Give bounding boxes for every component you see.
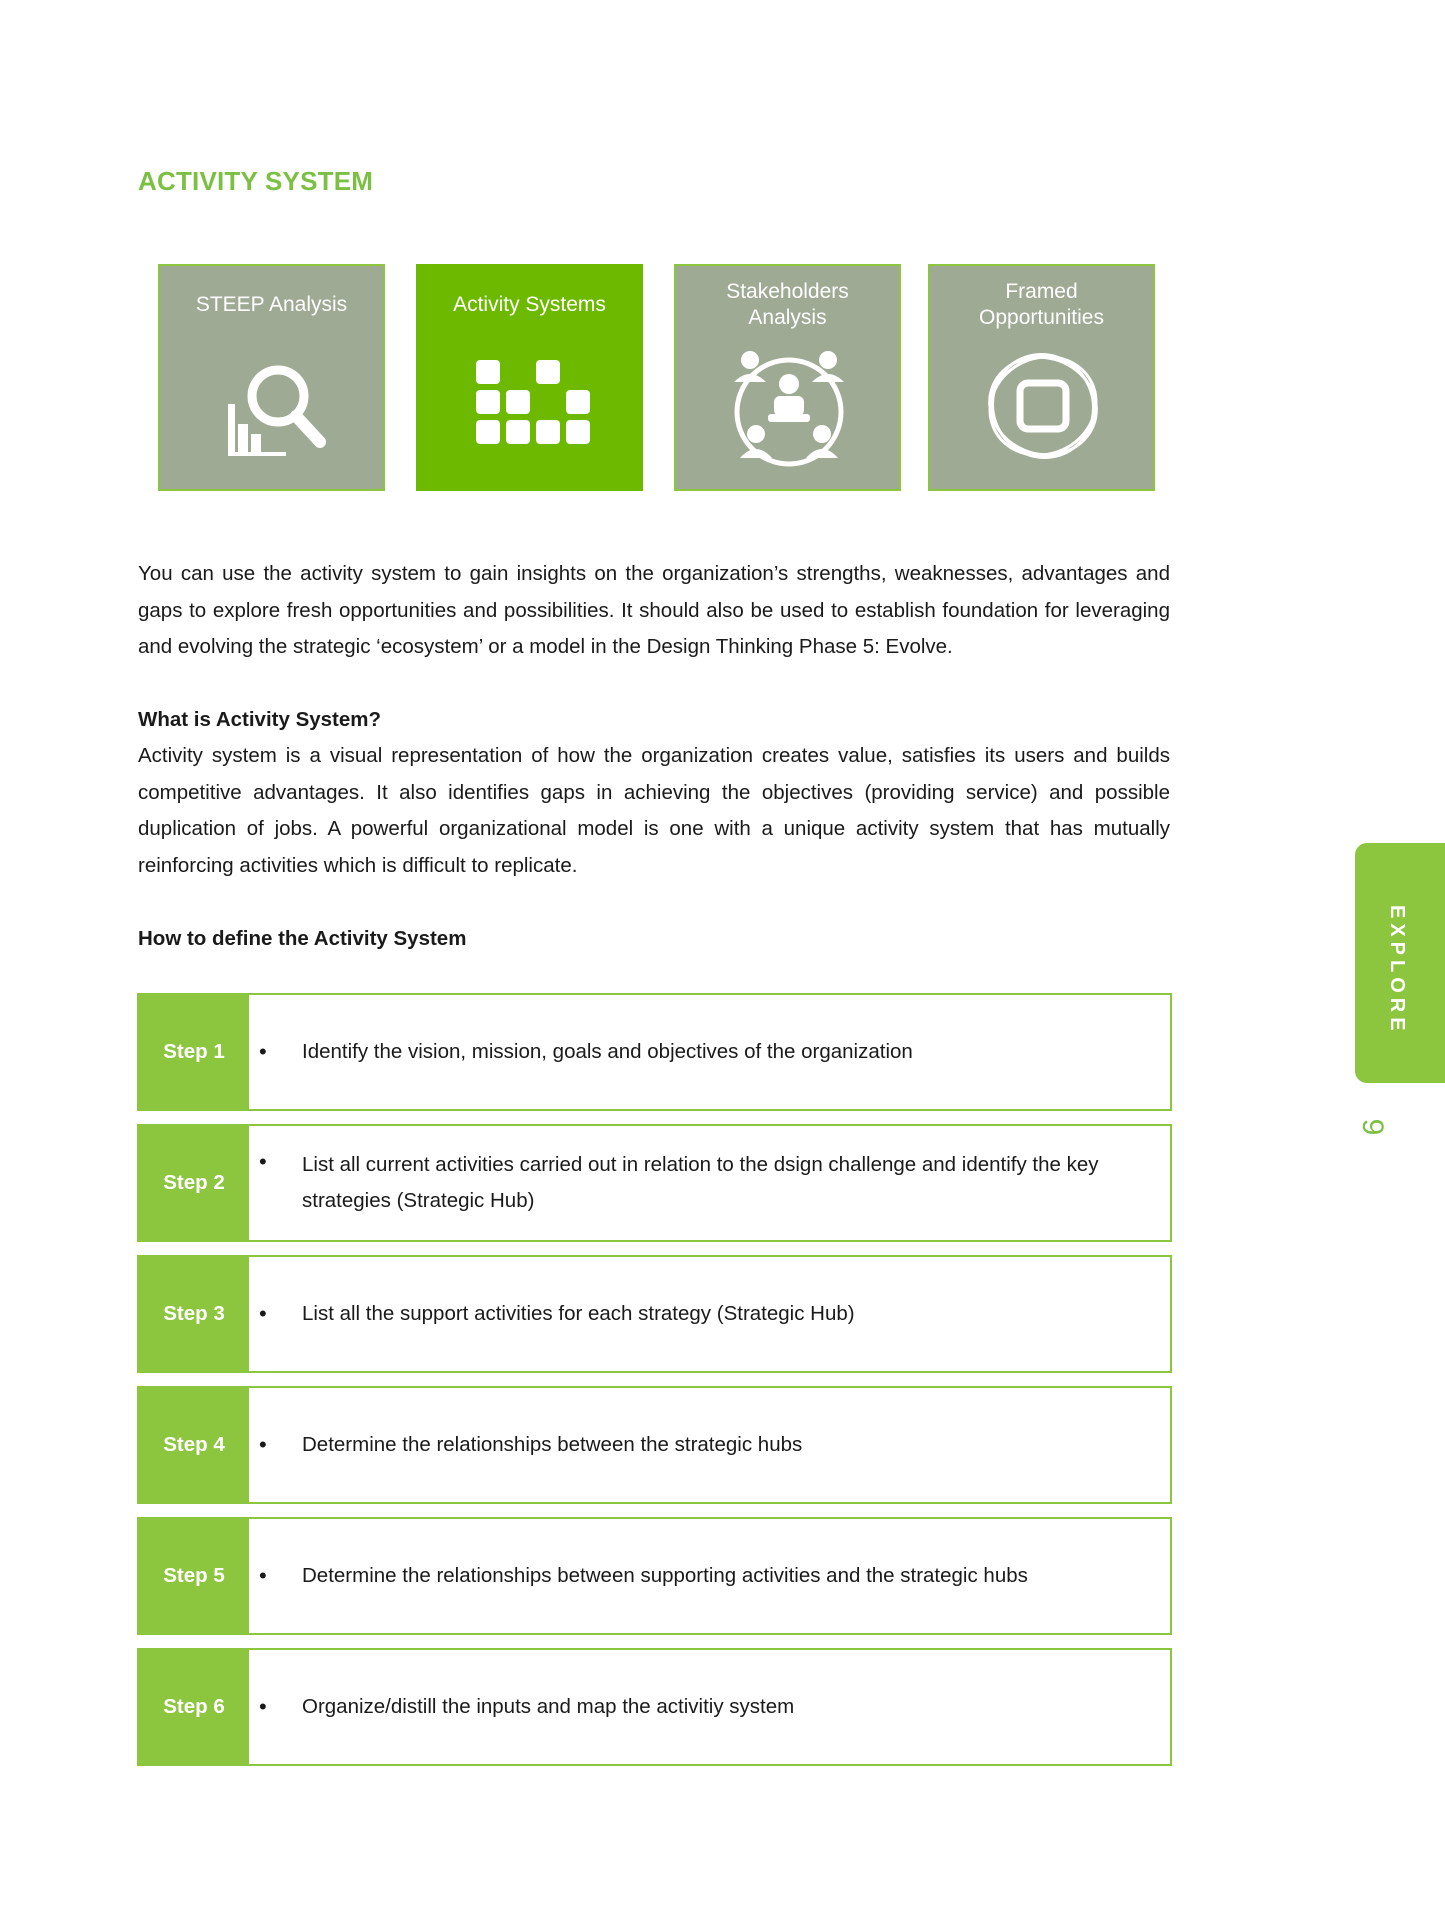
step-label: Step 1 — [139, 995, 249, 1109]
tile-steep-analysis[interactable] — [158, 264, 385, 491]
intro-paragraph: You can use the activity system to gain insights on the organization’s strengths, weaknesses, advantages and gaps to explore fresh opportunities and possibilities. It should also be used to establish foundation for leveraging and evolving the strategic ‘ecosystem’ or a model in the Design Thinking Phase 5: Evolve. — [138, 562, 1170, 658]
step-text: Organize/distill the inputs and map the activitiy system — [302, 1695, 795, 1718]
magnifier-chart-icon — [208, 344, 338, 474]
tile-activity-systems[interactable] — [416, 264, 643, 491]
step-row — [137, 993, 1172, 1111]
tile-stakeholders-analysis[interactable] — [674, 264, 901, 491]
bullet: • — [259, 1694, 267, 1719]
bullet: • — [259, 1149, 267, 1174]
step-text: Determine the relationships between the strategic hubs — [302, 1433, 803, 1456]
step-text: Determine the relationships between supporting activities and the strategic hubs — [302, 1564, 1028, 1587]
framed-square-icon — [978, 344, 1108, 474]
tile-label: STEEP Analysis — [195, 293, 348, 316]
what-heading: What is Activity System? — [138, 708, 382, 731]
section-side-tab-label: EXPLORE — [1386, 905, 1408, 1036]
bullet: • — [259, 1301, 267, 1326]
tile-label: Activity Systems — [453, 293, 606, 316]
page-title: ACTIVITY SYSTEM — [138, 166, 374, 196]
bullet: • — [259, 1563, 267, 1588]
step-label: Step 4 — [139, 1388, 249, 1502]
tile-label: Stakeholders Analysis — [726, 280, 849, 329]
what-body-paragraph: Activity system is a visual representation of how the organization creates value, satisfies its users and builds competitive advantages. It also identifies gaps in achieving the objectives (providing service) and possible duplication of jobs. A powerful organizational model is one with a unique activity system that has mutually reinforcing activities which is difficult to replicate. — [138, 744, 1170, 877]
page-number: 9 — [1356, 1118, 1389, 1136]
step-row — [137, 1648, 1172, 1766]
step-row — [137, 1255, 1172, 1373]
step-label: Step 2 — [139, 1126, 249, 1240]
blocks-grid-icon — [466, 344, 596, 474]
how-heading: How to define the Activity System — [138, 927, 467, 950]
tile-label: Framed Opportunities — [979, 280, 1104, 329]
step-label: Step 5 — [139, 1519, 249, 1633]
step-row — [137, 1517, 1172, 1635]
people-circle-icon — [724, 344, 854, 474]
step-row — [137, 1124, 1172, 1242]
bullet: • — [259, 1432, 267, 1457]
step-text: List all the support activities for each strategy (Strategic Hub) — [302, 1302, 855, 1325]
step-label: Step 3 — [139, 1257, 249, 1371]
step-label: Step 6 — [139, 1650, 249, 1764]
tile-framed-opportunities[interactable] — [928, 264, 1155, 491]
bullet: • — [259, 1039, 267, 1064]
step-text: Identify the vision, mission, goals and objectives of the organization — [302, 1040, 913, 1063]
step-row — [137, 1386, 1172, 1504]
step-text: List all current activities carried out in relation to the dsign challenge and identify the key strategies (Strategic Hub) — [302, 1153, 1099, 1212]
